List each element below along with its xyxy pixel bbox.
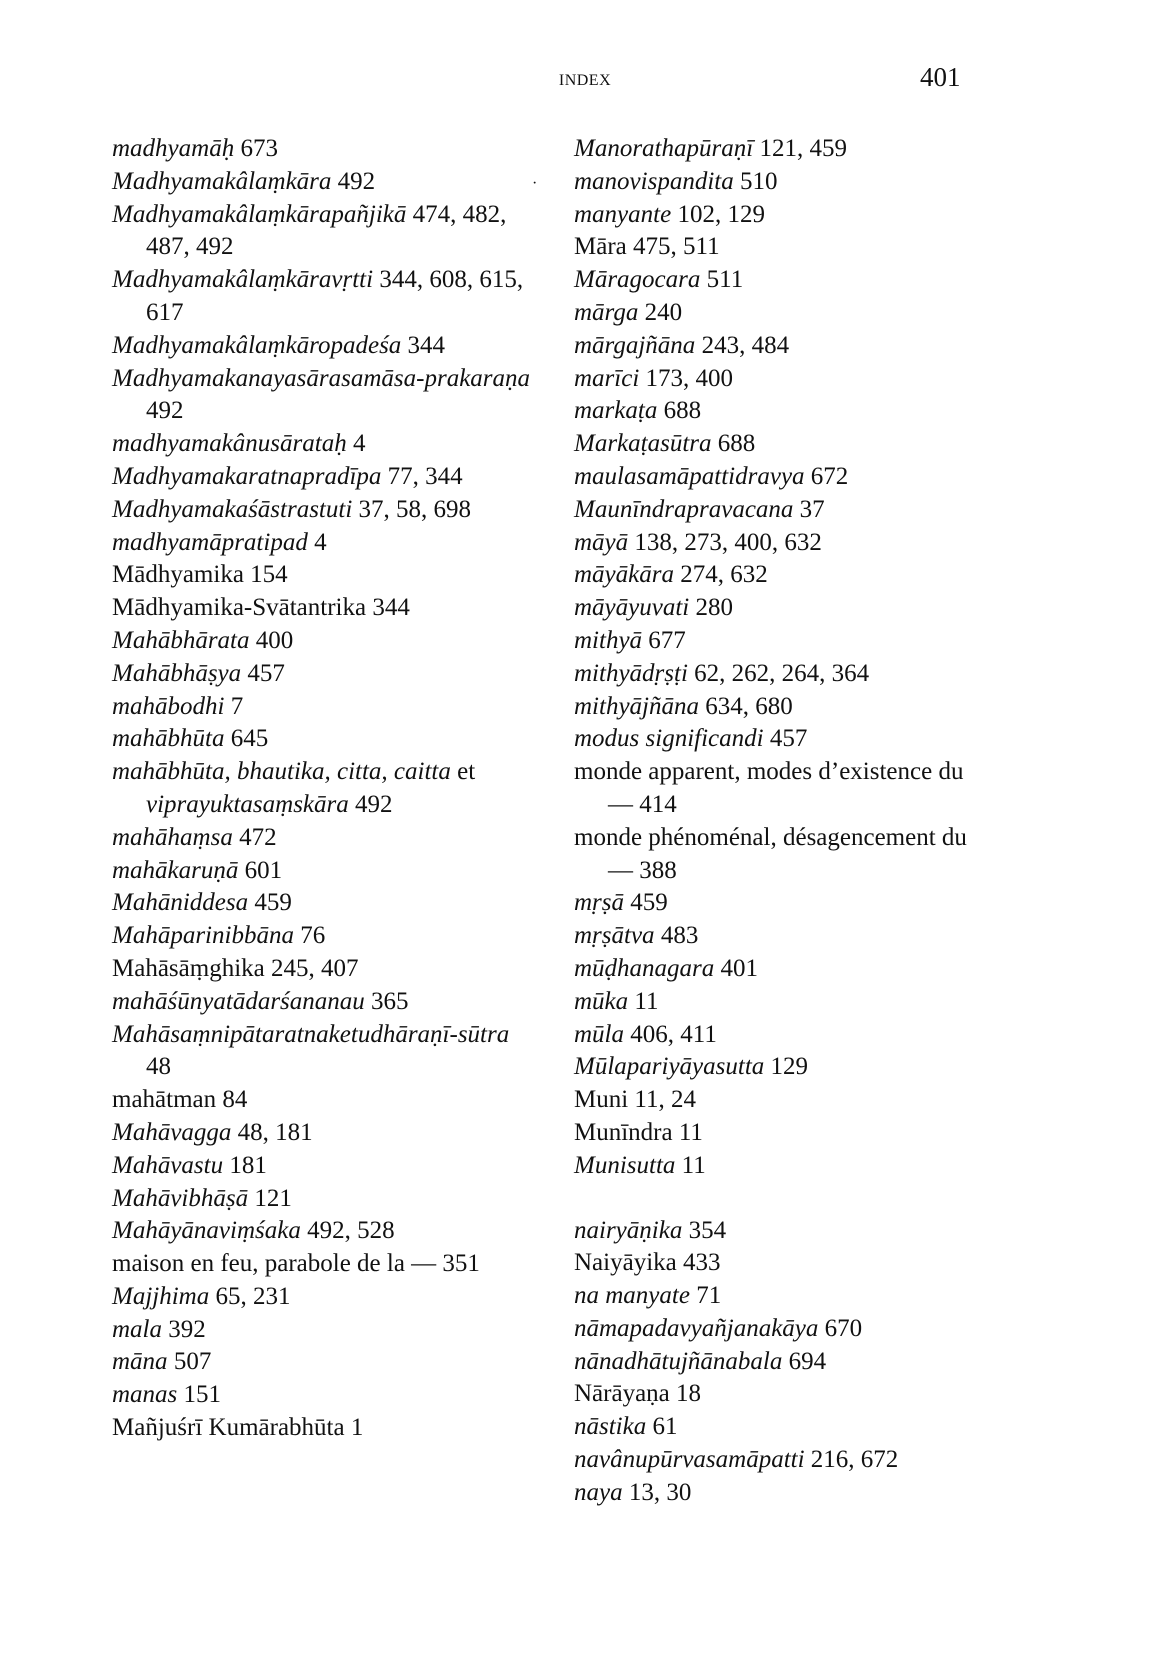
- index-entry: [574, 199, 994, 232]
- index-term: madhyamakânusārataḥ: [112, 430, 347, 458]
- index-text: monde apparent, modes d’existence du — 414: [574, 758, 964, 818]
- index-term: manas: [112, 1381, 178, 1409]
- index-entry: [574, 953, 994, 986]
- index-entry: [574, 166, 994, 199]
- index-text: 48: [146, 1053, 171, 1081]
- index-text: 459: [248, 889, 292, 917]
- index-text: maison en feu, parabole de la — 351: [112, 1250, 480, 1278]
- index-entry: [574, 691, 994, 724]
- index-term: mahābhūta: [112, 725, 225, 753]
- index-entry: [112, 264, 532, 330]
- index-entry: [112, 461, 532, 494]
- index-entry: [574, 1411, 994, 1444]
- index-entry: [112, 920, 532, 953]
- index-term: nāmapadavyañjanakāya: [574, 1314, 819, 1342]
- index-text: 406, 411: [624, 1020, 717, 1048]
- index-entry: [112, 887, 532, 920]
- index-entry: [574, 133, 994, 166]
- index-term: Maunīndrapravacana: [574, 495, 794, 523]
- index-text: 240: [638, 298, 683, 326]
- index-text: 670: [818, 1314, 863, 1342]
- index-term: marīci: [574, 364, 640, 392]
- index-term: mala: [112, 1315, 162, 1343]
- index-text: 138, 273, 400, 632: [628, 528, 822, 556]
- index-text: 672: [804, 462, 849, 490]
- index-text: 71: [689, 1282, 722, 1310]
- index-text: 77, 344: [381, 462, 463, 490]
- index-entry: [574, 1215, 994, 1248]
- index-text: Mahāsāṃghika 245, 407: [112, 954, 359, 982]
- index-entry: [574, 1280, 994, 1313]
- index-text: 634, 680: [699, 692, 793, 720]
- index-entry: [112, 953, 532, 986]
- index-text: 151: [177, 1381, 222, 1409]
- index-text: Mādhyamika 154: [112, 561, 288, 589]
- index-entry: [112, 592, 532, 625]
- index-text: Māra 475, 511: [574, 233, 720, 261]
- index-text: 472: [232, 823, 277, 851]
- index-text: monde phénoménal, désagencement du — 388: [574, 823, 967, 884]
- index-text: 243, 484: [695, 331, 790, 359]
- index-term: Madhyamakaśāstrastuti: [112, 495, 353, 523]
- index-text: 492: [348, 790, 393, 818]
- index-term: māyā: [574, 528, 629, 556]
- index-term: Mahāvastu: [112, 1151, 224, 1179]
- index-entry: [112, 1019, 532, 1085]
- index-text: 511: [700, 266, 744, 294]
- index-entry: [112, 855, 532, 888]
- index-entry: [112, 1379, 532, 1412]
- index-text: 601: [238, 856, 283, 884]
- index-entry: [112, 1248, 532, 1281]
- index-text: Naiyāyika 433: [574, 1249, 721, 1277]
- index-text: 344: [401, 331, 446, 359]
- index-entry: [112, 625, 532, 658]
- index-term: mūla: [574, 1020, 624, 1048]
- index-entry: [112, 1314, 532, 1347]
- index-text: 459: [624, 889, 668, 917]
- index-term: modus significandi: [574, 725, 764, 753]
- index-text: 121, 459: [753, 135, 847, 162]
- index-entry: [574, 1378, 994, 1411]
- index-term: mārgajñāna: [574, 331, 696, 359]
- index-term: madhyamāḥ: [112, 135, 235, 162]
- index-term: Madhyamakâlaṃkāravṛtti: [112, 266, 374, 294]
- index-term: nānadhātujñānabala: [574, 1347, 783, 1375]
- index-entry: [112, 1117, 532, 1150]
- index-entry: [112, 363, 532, 429]
- index-term: mahābhūta, bhautika, citta, caitta: [112, 758, 451, 786]
- index-entry: [574, 1444, 994, 1477]
- index-entry: [574, 658, 994, 691]
- index-entry: [574, 1346, 994, 1379]
- index-term: māna: [112, 1348, 168, 1376]
- index-entry: [574, 822, 994, 888]
- index-text: 688: [711, 430, 756, 458]
- index-entry: [574, 1084, 994, 1117]
- index-entry: [574, 559, 994, 592]
- index-term: Mahābhārata: [112, 626, 250, 654]
- index-entry: [112, 199, 532, 265]
- index-text: 129: [764, 1053, 809, 1081]
- index-term: mahākaruṇā: [112, 856, 239, 884]
- index-entry: [574, 887, 994, 920]
- index-entry: [112, 330, 532, 363]
- index-text: 673: [234, 135, 278, 162]
- index-term: madhyamāpratipad: [112, 528, 308, 556]
- index-entry: [574, 1313, 994, 1346]
- index-text: 344, 608, 615, 617: [146, 266, 524, 326]
- index-entry: [574, 986, 994, 1019]
- index-entry: [574, 756, 994, 822]
- index-text: 11: [675, 1151, 706, 1179]
- index-entry: [574, 592, 994, 625]
- index-text: 76: [293, 922, 326, 950]
- index-text: 11: [628, 987, 659, 1015]
- index-text: 4: [307, 528, 327, 556]
- index-text: 7: [224, 692, 244, 720]
- index-entry: [112, 691, 532, 724]
- index-term: Manorathapūraṇī: [574, 135, 754, 162]
- index-entry: [574, 920, 994, 953]
- index-entry: [112, 756, 532, 822]
- index-term: viprayuktasaṃskāra: [146, 790, 349, 818]
- index-entry: [112, 658, 532, 691]
- index-term: nāstika: [574, 1413, 647, 1441]
- index-entry: [112, 559, 532, 592]
- index-term: manovispandita: [574, 167, 734, 195]
- index-entry: [112, 1183, 532, 1216]
- index-term: markaṭa: [574, 397, 658, 425]
- index-text: Muni 11, 24: [574, 1086, 696, 1114]
- index-entry: [112, 723, 532, 756]
- index-entry: [112, 527, 532, 560]
- index-term: naya: [574, 1478, 623, 1506]
- index-term: mūka: [574, 987, 629, 1015]
- index-term: Majjhima: [112, 1282, 210, 1310]
- index-term: Mahāvibhāṣā: [112, 1184, 249, 1212]
- index-entry: [112, 133, 532, 166]
- index-entry: [112, 166, 532, 199]
- index-entry: [574, 723, 994, 756]
- index-text: Mañjuśrī Kumārabhūta 1: [112, 1414, 364, 1442]
- index-text: 48, 181: [231, 1118, 313, 1146]
- index-entry: [112, 822, 532, 855]
- index-term: Mahāniddesa: [112, 889, 249, 917]
- index-term: Madhyamakâlaṃkāra: [112, 167, 332, 195]
- index-text: 492: [146, 397, 184, 425]
- index-entry: [574, 461, 994, 494]
- index-text: 483: [654, 922, 699, 950]
- index-term: mṛṣātva: [574, 922, 655, 950]
- index-entry: [112, 428, 532, 461]
- index-text: 457: [241, 659, 285, 687]
- index-entry: [112, 1150, 532, 1183]
- index-entry: [574, 1019, 994, 1052]
- index-term: Mahāsaṃnipātaratnaketudhāraṇī-sūtra: [112, 1020, 510, 1048]
- index-entry: [574, 231, 994, 264]
- index-term: mithyādṛṣṭi: [574, 659, 688, 687]
- index-text: 65, 231: [209, 1282, 291, 1310]
- index-text: 677: [642, 626, 686, 654]
- index-text: et: [450, 758, 476, 786]
- index-text: Nārāyaṇa 18: [574, 1380, 702, 1408]
- index-text: 61: [646, 1413, 678, 1441]
- index-term: mithyājñāna: [574, 692, 699, 720]
- index-term: Madhyamakanayasārasamāsa-prakaraṇa: [112, 364, 531, 392]
- index-entry: [112, 1281, 532, 1314]
- print-speck: ·: [532, 175, 538, 192]
- index-text: 401: [714, 954, 759, 982]
- index-term: Markaṭasūtra: [574, 430, 712, 458]
- index-term: navânupūrvasamāpatti: [574, 1446, 805, 1474]
- index-term: mahāhaṃsa: [112, 823, 233, 851]
- index-term: Māragocara: [574, 266, 701, 294]
- index-text: 507: [167, 1348, 212, 1376]
- index-term: manyante: [574, 200, 672, 228]
- index-entry: [574, 395, 994, 428]
- page-number: 401: [920, 62, 961, 92]
- index-text: 694: [782, 1347, 827, 1375]
- index-entry: [574, 1117, 994, 1150]
- index-entry: [574, 297, 994, 330]
- index-term: mahāśūnyatādarśananau: [112, 987, 365, 1015]
- index-term: Mahābhāṣya: [112, 659, 242, 687]
- index-text: 457: [763, 725, 808, 753]
- index-entry: [112, 1412, 532, 1445]
- index-term: nairyāṇika: [574, 1216, 683, 1244]
- index-text: 102, 129: [671, 200, 765, 228]
- index-entry: [574, 1051, 994, 1084]
- index-entry: [574, 330, 994, 363]
- index-term: Mūlapariyāyasutta: [574, 1053, 765, 1081]
- index-text: 645: [224, 725, 269, 753]
- index-column-left: [112, 133, 532, 1445]
- index-term: mūḍhanagara: [574, 954, 715, 982]
- index-text: 365: [364, 987, 409, 1015]
- index-term: Madhyamakâlaṃkārapañjikā: [112, 200, 407, 228]
- index-term: Madhyamakaratnapradīpa: [112, 462, 382, 490]
- index-text: Munīndra 11: [574, 1118, 703, 1146]
- index-text: 280: [689, 594, 733, 622]
- index-text: 474, 482, 487, 492: [146, 200, 507, 261]
- index-text: 400: [249, 626, 294, 654]
- index-text: 62, 262, 264, 364: [687, 659, 870, 687]
- index-text: 173, 400: [639, 364, 734, 392]
- index-entry: [574, 428, 994, 461]
- section-gap: [574, 1183, 994, 1215]
- index-text: Mādhyamika-Svātantrika 344: [112, 594, 410, 622]
- index-column-right: [574, 133, 994, 1510]
- index-entry: [574, 1477, 994, 1510]
- index-term: mṛṣā: [574, 889, 625, 917]
- index-text: 181: [223, 1151, 267, 1179]
- index-entry: [112, 494, 532, 527]
- index-term: mithyā: [574, 626, 643, 654]
- index-entry: [112, 1346, 532, 1379]
- index-term: Munisutta: [574, 1151, 676, 1179]
- index-entry: [112, 1084, 532, 1117]
- index-text: 13, 30: [622, 1478, 692, 1506]
- index-entry: [112, 986, 532, 1019]
- index-term: maulasamāpattidravya: [574, 462, 805, 490]
- index-entry: [574, 494, 994, 527]
- index-term: mahābodhi: [112, 692, 225, 720]
- index-entry: [574, 1247, 994, 1280]
- running-head: INDEX: [558, 72, 612, 89]
- index-text: 4: [346, 430, 366, 458]
- index-text: 216, 672: [804, 1446, 899, 1474]
- index-term: Madhyamakâlaṃkāropadeśa: [112, 331, 402, 359]
- index-text: 510: [733, 167, 778, 195]
- index-text: 492, 528: [300, 1217, 395, 1245]
- index-text: 688: [657, 397, 702, 425]
- index-entry: [574, 1150, 994, 1183]
- index-term: Mahāyānaviṃśaka: [112, 1217, 301, 1245]
- index-text: 492: [331, 167, 376, 195]
- index-entry: [574, 264, 994, 297]
- index-text: 37, 58, 698: [352, 495, 472, 523]
- index-entry: [574, 363, 994, 396]
- index-text: 392: [162, 1315, 206, 1343]
- index-term: māyākāra: [574, 561, 674, 589]
- index-entry: [574, 527, 994, 560]
- index-term: mārga: [574, 298, 639, 326]
- index-text: 274, 632: [673, 561, 768, 589]
- index-entry: [574, 625, 994, 658]
- index-term: māyāyuvati: [574, 594, 690, 622]
- index-term: Mahāvagga: [112, 1118, 232, 1146]
- index-text: 121: [248, 1184, 292, 1212]
- index-entry: [112, 1215, 532, 1248]
- index-term: Mahāparinibbāna: [112, 922, 294, 950]
- index-text: 354: [682, 1216, 727, 1244]
- index-text: 37: [793, 495, 825, 523]
- index-text: mahātman 84: [112, 1086, 248, 1114]
- index-term: na manyate: [574, 1282, 690, 1310]
